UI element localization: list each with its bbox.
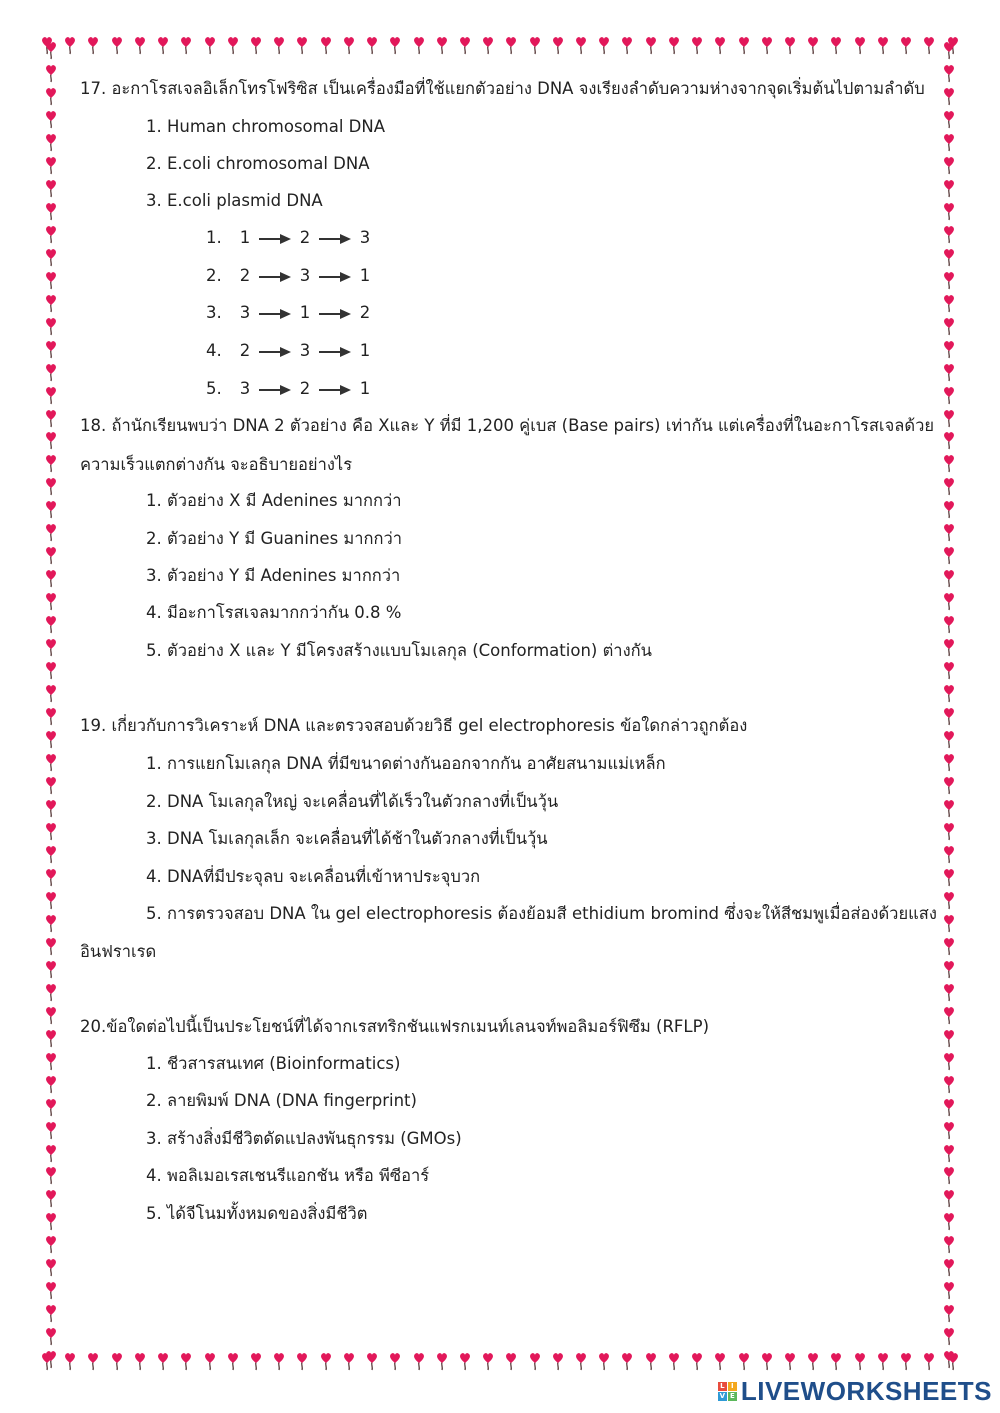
heart-icon (942, 1211, 956, 1231)
heart-icon (942, 1303, 956, 1323)
heart-icon (481, 1351, 495, 1371)
choice-number: 4. (206, 341, 222, 360)
heart-icon (942, 936, 956, 956)
heart-icon (667, 35, 681, 55)
heart-icon (44, 476, 58, 496)
heart-icon (295, 35, 309, 55)
heart-icon (458, 35, 472, 55)
right-arrow-icon (258, 271, 292, 283)
right-arrow-icon (318, 233, 352, 245)
heart-icon (44, 913, 58, 933)
sequence-number: 2 (239, 341, 251, 360)
heart-icon (44, 959, 58, 979)
heart-icon (942, 178, 956, 198)
choice-number: 1. (206, 228, 222, 247)
heart-icon (44, 109, 58, 129)
question-20-option-2: 2. ลายพิมพ์ DNA (DNA fingerprint) (146, 1091, 417, 1110)
heart-icon (44, 1211, 58, 1231)
heart-icon (942, 1165, 956, 1185)
heart-icon (44, 1326, 58, 1346)
heart-icon (942, 430, 956, 450)
heart-icon (40, 35, 54, 55)
heart-icon (620, 35, 634, 55)
heart-icon (44, 1051, 58, 1071)
sequence-number: 3 (359, 228, 371, 247)
heart-icon (44, 1005, 58, 1025)
heart-icon (295, 1351, 309, 1371)
heart-icon (690, 1351, 704, 1371)
heart-icon (44, 201, 58, 221)
question-17-choice-4 (206, 340, 372, 362)
heart-icon (44, 729, 58, 749)
question-18-option-2: 2. ตัวอย่าง Y มี Guanines มากกว่า (146, 529, 403, 548)
heart-icon (44, 1028, 58, 1048)
heart-icon (644, 1351, 658, 1371)
heart-icon (44, 844, 58, 864)
heart-icon (783, 1351, 797, 1371)
heart-icon (44, 660, 58, 680)
question-19-option-2: 2. DNA โมเลกุลใหญ่ จะเคลื่อนที่ได้เร็วในตัวกลางที่เป็นวุ้น (146, 792, 559, 811)
heart-icon (942, 362, 956, 382)
heart-icon (44, 430, 58, 450)
heart-icon (44, 1120, 58, 1140)
heart-icon (44, 775, 58, 795)
heart-icon (942, 201, 956, 221)
heart-icon (110, 1351, 124, 1371)
question-20-option-5: 5. ได้จีโนมทั้งหมดของสิ่งมีชีวิต (146, 1204, 368, 1223)
heart-icon (942, 453, 956, 473)
border-right (934, 40, 964, 1370)
heart-icon (942, 890, 956, 910)
right-arrow-icon (258, 308, 292, 320)
heart-icon (551, 1351, 565, 1371)
question-17-text: 17. อะกาโรสเจลอิเล็กโทรโฟริซิส เป็นเครื่องมือที่ใช้แยกตัวอย่าง DNA จงเรียงลำดับความห่างจากจุดเริ่มต้นไปตามลำดับ (80, 79, 925, 98)
heart-icon (942, 155, 956, 175)
heart-icon (44, 247, 58, 267)
heart-icon (133, 1351, 147, 1371)
question-20-option-3: 3. สร้างสิ่งมีชีวิตดัดแปลงพันธุกรรม (GMOs) (146, 1129, 462, 1148)
heart-icon (44, 1303, 58, 1323)
heart-icon (942, 591, 956, 611)
heart-icon (44, 637, 58, 657)
heart-icon (551, 35, 565, 55)
heart-icon (388, 1351, 402, 1371)
sequence-number: 2 (239, 266, 251, 285)
question-18-option-4: 4. มีอะกาโรสเจลมากกว่ากัน 0.8 % (146, 603, 402, 622)
heart-icon (667, 1351, 681, 1371)
heart-icon (44, 155, 58, 175)
heart-icon (272, 1351, 286, 1371)
heart-icon (44, 752, 58, 772)
heart-icon (876, 35, 890, 55)
heart-icon (44, 591, 58, 611)
heart-icon (133, 35, 147, 55)
heart-icon (853, 35, 867, 55)
border-bottom (40, 1346, 960, 1376)
question-18-option-5: 5. ตัวอย่าง X และ Y มีโครงสร้างแบบโมเลกุล (Conformation) ต่างกัน (146, 641, 652, 660)
heart-icon (179, 35, 193, 55)
heart-icon (760, 35, 774, 55)
question-17-choice-1 (206, 227, 372, 249)
heart-icon (481, 35, 495, 55)
heart-icon (942, 1074, 956, 1094)
heart-icon (44, 408, 58, 428)
heart-icon (942, 683, 956, 703)
heart-icon (44, 385, 58, 405)
heart-icon (44, 40, 58, 60)
heart-icon (942, 109, 956, 129)
right-arrow-icon (318, 308, 352, 320)
right-arrow-icon (318, 271, 352, 283)
heart-icon (574, 35, 588, 55)
heart-icon (44, 270, 58, 290)
heart-icon (44, 1280, 58, 1300)
heart-icon (942, 982, 956, 1002)
heart-icon (942, 293, 956, 313)
sequence-number: 3 (299, 266, 311, 285)
heart-icon (504, 35, 518, 55)
heart-icon (942, 752, 956, 772)
logo-mark-tile: E (728, 1392, 737, 1401)
heart-icon (922, 35, 936, 55)
heart-icon (946, 35, 960, 55)
sequence-number: 1 (359, 379, 371, 398)
heart-icon (156, 35, 170, 55)
heart-icon (44, 936, 58, 956)
heart-icon (942, 270, 956, 290)
heart-icon (44, 1257, 58, 1277)
logo-mark-tile: L (718, 1382, 727, 1391)
sequence-number: 1 (299, 303, 311, 322)
heart-icon (942, 316, 956, 336)
choice-number: 5. (206, 379, 222, 398)
heart-icon (942, 499, 956, 519)
question-17-item-3: 3. E.coli plasmid DNA (146, 191, 323, 210)
heart-icon (44, 132, 58, 152)
heart-icon (597, 35, 611, 55)
right-arrow-icon (318, 346, 352, 358)
heart-icon (942, 1005, 956, 1025)
heart-icon (63, 1351, 77, 1371)
question-19-option-5: 5. การตรวจสอบ DNA ใน gel electrophoresis ต้องย้อมสี ethidium bromind ซึ่งจะให้สีชมพูเมื่อส่องด้วยแสง (146, 904, 937, 923)
heart-icon (226, 35, 240, 55)
heart-icon (942, 86, 956, 106)
heart-icon (853, 1351, 867, 1371)
heart-icon (737, 35, 751, 55)
heart-icon (942, 1280, 956, 1300)
question-17-choice-5 (206, 378, 372, 400)
sequence-number: 1 (239, 228, 251, 247)
heart-icon (203, 1351, 217, 1371)
logo-mark (718, 1382, 737, 1401)
sequence-number: 1 (359, 266, 371, 285)
heart-icon (942, 247, 956, 267)
heart-icon (342, 35, 356, 55)
heart-icon (319, 1351, 333, 1371)
question-19-option-4: 4. DNAที่มีประจุลบ จะเคลื่อนที่เข้าหาประจุบวก (146, 867, 481, 886)
heart-icon (44, 1349, 58, 1369)
heart-icon (942, 40, 956, 60)
heart-icon (942, 775, 956, 795)
heart-icon (435, 1351, 449, 1371)
heart-icon (942, 821, 956, 841)
heart-icon (40, 1351, 54, 1371)
heart-icon (44, 1234, 58, 1254)
logo-mark-tile: V (719, 1392, 726, 1400)
question-18-text-line-1: 18. ถ้านักเรียนพบว่า DNA 2 ตัวอย่าง คือ Xและ Y ที่มี 1,200 คู่เบส (Base pairs) เท่ากัน แต่เครื่องที่ในอะกาโรสเจลด้วย (80, 416, 934, 435)
heart-icon (44, 798, 58, 818)
sequence-number: 2 (299, 228, 311, 247)
heart-icon (942, 522, 956, 542)
heart-icon (44, 86, 58, 106)
question-18-text-line-2: ความเร็วแตกต่างกัน จะอธิบายอย่างไร (80, 455, 353, 474)
heart-icon (942, 959, 956, 979)
heart-icon (504, 1351, 518, 1371)
heart-icon (876, 1351, 890, 1371)
heart-icon (86, 35, 100, 55)
heart-icon (829, 35, 843, 55)
heart-icon (760, 1351, 774, 1371)
heart-icon (44, 1188, 58, 1208)
heart-icon (942, 132, 956, 152)
heart-icon (942, 1120, 956, 1140)
sequence-number: 2 (299, 379, 311, 398)
heart-icon (942, 385, 956, 405)
heart-icon (365, 35, 379, 55)
heart-icon (249, 1351, 263, 1371)
sequence-number: 3 (239, 379, 251, 398)
heart-icon (249, 35, 263, 55)
heart-icon (179, 1351, 193, 1371)
right-arrow-icon (258, 233, 292, 245)
heart-icon (942, 798, 956, 818)
question-18-option-1: 1. ตัวอย่าง X มี Adenines มากกว่า (146, 491, 402, 510)
heart-icon (388, 35, 402, 55)
heart-icon (435, 35, 449, 55)
heart-icon (899, 35, 913, 55)
border-top (40, 30, 960, 60)
heart-icon (690, 35, 704, 55)
heart-icon (942, 614, 956, 634)
sequence-number: 1 (359, 341, 371, 360)
heart-icon (44, 545, 58, 565)
question-20-option-1: 1. ชีวสารสนเทศ (Bioinformatics) (146, 1054, 401, 1073)
heart-icon (942, 706, 956, 726)
heart-icon (44, 178, 58, 198)
heart-icon (942, 476, 956, 496)
heart-icon (942, 408, 956, 428)
heart-icon (942, 1188, 956, 1208)
heart-icon (44, 890, 58, 910)
heart-icon (44, 293, 58, 313)
heart-icon (942, 729, 956, 749)
heart-icon (412, 1351, 426, 1371)
heart-icon (942, 1143, 956, 1163)
heart-icon (44, 1097, 58, 1117)
heart-icon (942, 844, 956, 864)
heart-icon (942, 1051, 956, 1071)
heart-icon (412, 35, 426, 55)
question-20-text: 20.ข้อใดต่อไปนี้เป็นประโยชน์ที่ได้จากเรสทริกชันแฟรกเมนท์เลนจท์พอลิมอร์ฟิซึม (RFLP) (80, 1017, 710, 1036)
heart-icon (44, 339, 58, 359)
heart-icon (44, 362, 58, 382)
heart-icon (319, 35, 333, 55)
heart-icon (44, 1143, 58, 1163)
heart-icon (226, 1351, 240, 1371)
heart-icon (44, 63, 58, 83)
heart-icon (942, 1097, 956, 1117)
heart-icon (110, 35, 124, 55)
heart-icon (203, 35, 217, 55)
question-17-choice-2 (206, 265, 372, 287)
heart-icon (44, 1074, 58, 1094)
heart-icon (44, 316, 58, 336)
heart-icon (644, 35, 658, 55)
heart-icon (44, 568, 58, 588)
heart-icon (713, 35, 727, 55)
heart-icon (574, 1351, 588, 1371)
heart-icon (946, 1351, 960, 1371)
heart-icon (922, 1351, 936, 1371)
heart-icon (942, 867, 956, 887)
heart-icon (63, 35, 77, 55)
heart-icon (829, 1351, 843, 1371)
heart-icon (942, 545, 956, 565)
right-arrow-icon (318, 384, 352, 396)
question-19-option-1: 1. การแยกโมเลกุล DNA ที่มีขนาดต่างกันออกจากกัน อาศัยสนามแม่เหล็ก (146, 754, 666, 773)
border-left (36, 40, 66, 1370)
question-19-text: 19. เกี่ยวกับการวิเคราะห์ DNA และตรวจสอบด้วยวิธี gel electrophoresis ข้อใดกล่าวถูกต้อง (80, 716, 748, 735)
heart-icon (44, 453, 58, 473)
heart-icon (942, 568, 956, 588)
heart-icon (942, 637, 956, 657)
question-17-item-1: 1. Human chromosomal DNA (146, 117, 385, 136)
heart-icon (44, 683, 58, 703)
heart-icon (942, 339, 956, 359)
heart-icon (942, 1234, 956, 1254)
heart-icon (44, 982, 58, 1002)
question-17-choice-3 (206, 302, 372, 324)
heart-icon (942, 224, 956, 244)
heart-icon (44, 867, 58, 887)
question-20-option-4: 4. พอลิเมอเรสเชนรีแอกชัน หรือ พีซีอาร์ (146, 1166, 430, 1185)
heart-icon (620, 1351, 634, 1371)
heart-icon (458, 1351, 472, 1371)
heart-icon (365, 1351, 379, 1371)
liveworksheets-logo (718, 1376, 992, 1407)
question-17-item-2: 2. E.coli chromosomal DNA (146, 154, 370, 173)
choice-number: 3. (206, 303, 222, 322)
heart-icon (806, 1351, 820, 1371)
right-arrow-icon (258, 346, 292, 358)
choice-number: 2. (206, 266, 222, 285)
question-19-option-3: 3. DNA โมเลกุลเล็ก จะเคลื่อนที่ได้ช้าในตัวกลางที่เป็นวุ้น (146, 829, 548, 848)
heart-icon (942, 1349, 956, 1369)
heart-icon (737, 1351, 751, 1371)
heart-icon (44, 706, 58, 726)
heart-icon (942, 1257, 956, 1277)
sequence-number: 3 (299, 341, 311, 360)
heart-icon (713, 1351, 727, 1371)
sequence-number: 2 (359, 303, 371, 322)
heart-icon (342, 1351, 356, 1371)
heart-icon (44, 224, 58, 244)
heart-icon (44, 499, 58, 519)
heart-icon (272, 35, 286, 55)
question-19-option-5-continuation: อินฟราเรด (80, 942, 157, 961)
heart-icon (156, 1351, 170, 1371)
heart-icon (528, 35, 542, 55)
heart-icon (597, 1351, 611, 1371)
heart-icon (528, 1351, 542, 1371)
heart-icon (783, 35, 797, 55)
heart-icon (942, 660, 956, 680)
logo-mark-tile: I (728, 1382, 737, 1391)
heart-icon (86, 1351, 100, 1371)
heart-icon (44, 1165, 58, 1185)
right-arrow-icon (258, 384, 292, 396)
heart-icon (44, 614, 58, 634)
heart-icon (899, 1351, 913, 1371)
heart-icon (806, 35, 820, 55)
heart-icon (44, 821, 58, 841)
heart-icon (44, 522, 58, 542)
logo-text: LIVEWORKSHEETS (740, 1376, 992, 1406)
heart-icon (942, 63, 956, 83)
heart-icon (942, 1028, 956, 1048)
heart-icon (942, 913, 956, 933)
question-18-option-3: 3. ตัวอย่าง Y มี Adenines มากกว่า (146, 566, 401, 585)
sequence-number: 3 (239, 303, 251, 322)
heart-icon (942, 1326, 956, 1346)
